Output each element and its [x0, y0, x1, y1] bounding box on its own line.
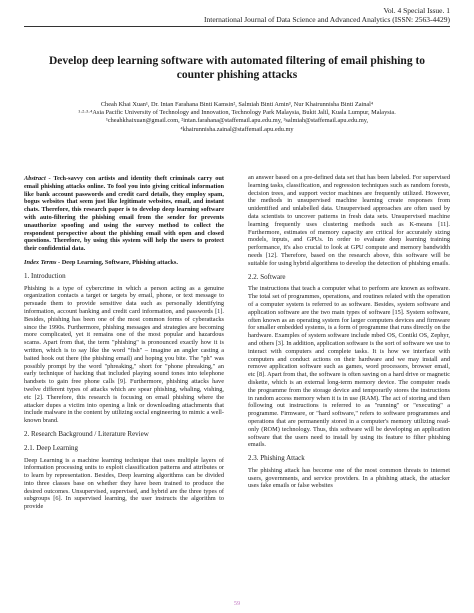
section-2-3-heading: 2.3. Phishing Attack	[248, 454, 305, 463]
abstract-lead: Abstract	[24, 175, 46, 182]
author-emails-line-2: ⁴khairunnisha.zainal@staffemail.apu.edu.my	[180, 125, 294, 133]
section-1-heading: 1. Introduction	[24, 271, 66, 280]
section-2-2-text: The instructions that teach a computer what to perform are known as software. The total set of programmes, operations, and routines related with the operation of a computer system is referred to as software. Besides, system software and application software are the two main types of software [15]. System software, often known as an operating system for larger computers devices and firmware for smaller embedded systems, is a form of programme that runs directly on the hardware. Examples of system software include mbed OS, Contiki OS, Zephyr, and others [3]. In addition, application software is the sort of software we use to interact with computers and complete tasks. It is how we interface with computers and conduct actions on their hardware and we may install and remove application software such as games, word processors, browser email, etc [8]. Apart from that, the software is often saving on a hard drive or magnetic diskette, which is an external long-term memory device. The computer reads the programme from the storage device and temporarily stores the instructions in random access memory when it is in use (RAM). The act of storing and then following out instructions is referred to as "running" or "executing" a programme. Firmware, or "hard software," refers to software programmes and operations that are permanently stored in a computer's memory utilizing read-only (ROM) technology. Thus, this software will be developing an application software that the users need to install by using its feature to filter phishing emails.	[248, 285, 450, 449]
index-terms-text: - Deep Learning, Software, Phishing attacks.	[56, 258, 178, 266]
author-names: Cheah Khai Xuan¹, Dr. Intan Farahana Binti Kamsin², Salmiah Binti Amin³, Nur Khairunnisha Binti Zainal⁴	[100, 101, 374, 108]
paper-title: Develop deep learning software with automated filtering of email phishing to counter phishing attacks	[48, 55, 426, 81]
author-affiliation: ¹·²·³·⁴Asia Pacific University of Technology and Innovation, Technology Park Malaysia, Bukit Jalil, Kuala Lumpur, Malaysia.	[78, 109, 396, 117]
section-2-1-text: Deep Learning is a machine learning technique that uses multiple layers of information processing units to exploit classification patterns and attributes or to learn by representation. Besides, Deep learning algorithms can be divided into three classes base on whether they have been trained to produce the desired outcomes. Unsupervised, supervised, and hybrid are the three types of subgroups [6]. In supervised learning, the user instructs the algorithm to provide	[24, 456, 224, 511]
page-number: 59	[233, 600, 241, 607]
section-2-2-heading: 2.2. Software	[248, 272, 286, 281]
journal-name: International Journal of Data Science and Advanced Analytics (ISSN: 2563-4429)	[204, 15, 450, 24]
running-header	[24, 6, 450, 24]
section-2-1-heading: 2.1. Deep Learning	[24, 443, 79, 452]
volume-label: Vol. 4 Special Issue. 1	[383, 6, 450, 15]
section-2-1-continued: an answer based on a pre-defined data set that has been labeled. For supervised learning tasks, classification, and regression techniques such as random forests, decision trees, and support vector machines are frequently utilized. However, the methods in unsupervised machine learning create responses from unidentified and unlabelled data. Unsupervised approaches are often used by data scientists to uncover patterns in fresh data sets. Unsupervised machine learning frequently uses clustering methods such as K-means [11]. Furthermore, estimates of memory capacity are critical for accurately sizing models, inputs, and GPUs. In order to evaluate deep learning training performance, it's also crucial to look at GPU compute and memory bandwidth needs [12]. Therefore, based on the research above, this software will be suitable for using hybrid algorithms to develop the detection of phishing emails.	[248, 174, 450, 267]
right-column	[248, 174, 450, 490]
index-terms-lead: Index Terms	[24, 258, 57, 266]
author-emails-line-1: ¹cheahkhaixuan@gmail.com, ²intan.farahana@staffemail.apu.edu.my, ³salmiah@staffemail.apu.edu.my,	[105, 117, 369, 125]
section-1-text: Phishing is a type of cybercrime in which a person acting as a genuine organization contacts a target or targets by email, phone, or text message to persuade them to provide sensitive data such as personally identifying information, account banking and credit card information, and passwords [1]. Besides, phishing has been one of the most common forms of cyberattacks since the 1990s. Furthermore, phishing messages and strategies are becoming more complicated, yet it remains one of the most popular and hazardous scams. Apart from that, the term "phishing" is pronounced exactly how it is written, which is to say like the word "fish" – imagine an angler casting a baited hook out there (the phishing email) and hoping you bite. The "ph" was possibly prompt by the word "phreaking," short for "phone phreaking," an early technique of hacking that included playing sound tones into telephone handsets to gain free phone calls [9]. Furthermore, phishing attacks have twelve different types of attacks which are spear phishing, whaling, vishing, etc [2]. Therefore, this research is focusing on email phishing where the attacker dupes a victim into opening a link or downloading attachments that include malware in the content by utilizing social engineering to mimic a well-known brand.	[24, 284, 224, 425]
index-terms	[24, 259, 224, 267]
abstract	[24, 175, 224, 253]
section-2-3-text: The phishing attack has become one of the most common threats to internet users, governments, and service providers. In a phishing attack, the attacker uses fake emails or false websites	[248, 466, 450, 490]
left-column	[24, 175, 224, 511]
header-divider	[24, 26, 450, 27]
author-block	[30, 101, 444, 134]
section-2-heading: 2. Research Background / Literature Review	[24, 429, 149, 438]
abstract-text: - Tech-savvy con artists and identity theft criminals carry out email phishing attacks online. To fool you into giving critical information like bank account passwords and credit card details, they employ spam, bogus websites that seem just like legitimate websites, email, and instant chats. Therefore, this research paper is to develop deep learning software with auto-filtering the phishing email from the sender for prevents unauthorize spoofing and using the survey method to collect the respondent perspective about the phishing email with open and closed questions. Therefore, by using this system will help the users to protect their confidential data.	[24, 175, 224, 253]
